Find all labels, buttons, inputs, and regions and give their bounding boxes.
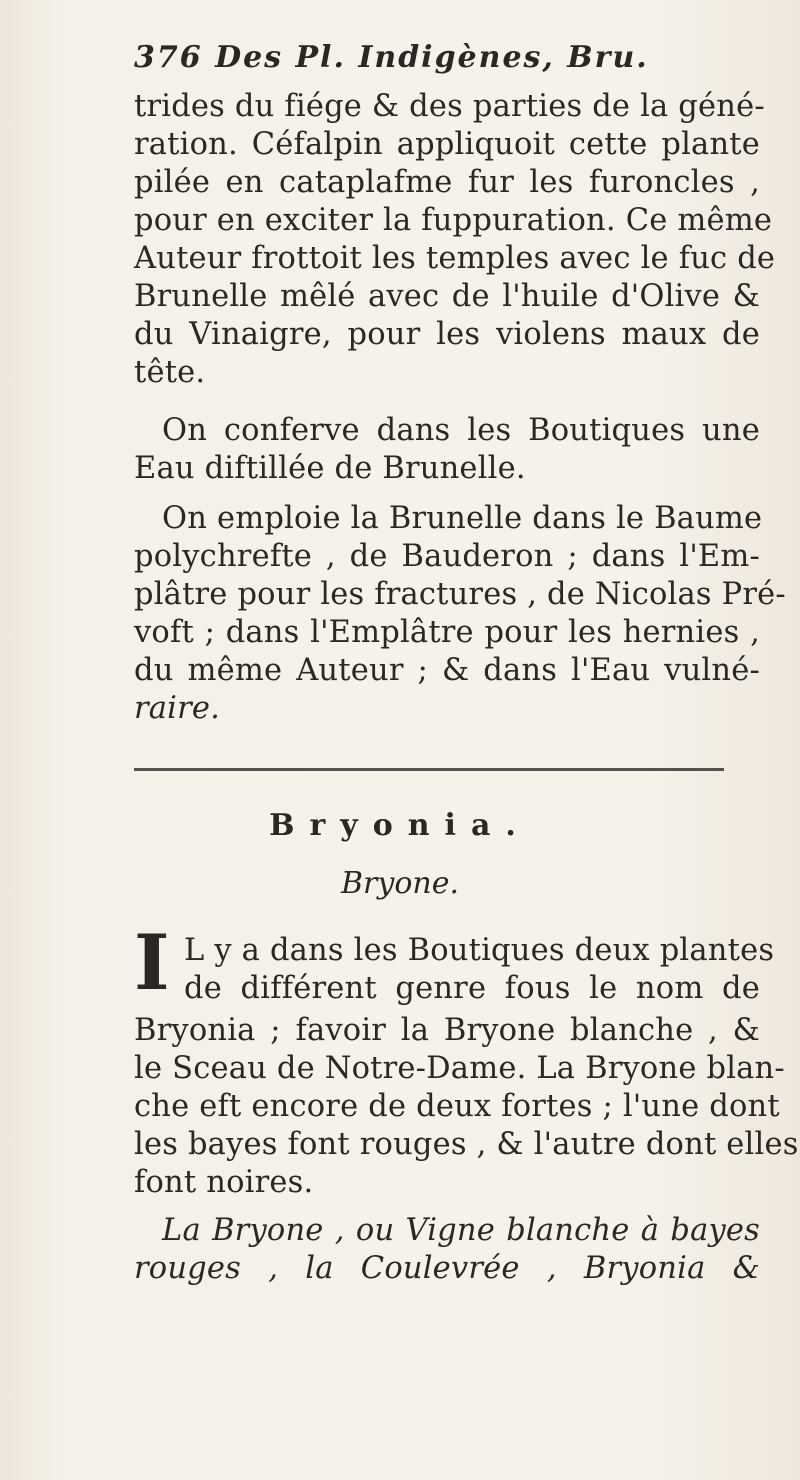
text-line: Brunelle mêlé avec de l'huile d'Olive & xyxy=(134,279,760,314)
text-line: che eft encore de deux fortes ; l'une dont xyxy=(134,1089,780,1124)
text-line: La Bryone , ou Vigne blanche à bayes xyxy=(162,1213,760,1248)
text-line: rouges , la Coulevrée , Bryonia & xyxy=(134,1251,760,1286)
text-line: plâtre pour les fractures , de Nicolas Pré- xyxy=(134,577,786,612)
text-line: du Vinaigre, pour les violens maux de xyxy=(134,317,760,352)
text-line: Auteur frottoit les temples avec le fuc de xyxy=(134,241,776,276)
text-line: ration. Céfalpin appliquoit cette plante xyxy=(134,127,760,162)
text-line: On conferve dans les Boutiques une xyxy=(162,413,760,448)
running-header: 376 Des Pl. Indigènes, Bru. xyxy=(134,40,649,75)
text-line: voft ; dans l'Emplâtre pour les hernies , xyxy=(134,615,760,650)
text-line: du même Auteur ; & dans l'Eau vulné- xyxy=(134,653,760,688)
text-line: pour en exciter la fuppuration. Ce même xyxy=(134,203,773,238)
section-divider xyxy=(134,768,724,771)
text-line: L y a dans les Boutiques deux plantes xyxy=(184,933,775,968)
text-line: Eau diftillée de Brunelle. xyxy=(134,451,526,486)
text-line: le Sceau de Notre-Dame. La Bryone blan- xyxy=(134,1051,785,1086)
section-subtitle: Bryone. xyxy=(340,866,459,901)
text-line: font noires. xyxy=(134,1165,314,1200)
text-line: trides du fiége & des parties de la géné- xyxy=(134,89,765,124)
text-line: tête. xyxy=(134,355,206,390)
text-line: On emploie la Brunelle dans le Baume xyxy=(162,501,763,536)
drop-cap: I xyxy=(134,918,170,1007)
text-line: de différent genre fous le nom de xyxy=(184,971,760,1006)
text-line: pilée en cataplafme fur les furoncles , xyxy=(134,165,760,200)
section-title: Bryonia. xyxy=(269,808,531,843)
text-line: polychrefte , de Bauderon ; dans l'Em- xyxy=(134,539,760,574)
text-line: raire. xyxy=(134,691,221,726)
text-line: Bryonia ; favoir la Bryone blanche , & xyxy=(134,1013,760,1048)
text-line: les bayes font rouges , & l'autre dont elles xyxy=(134,1127,799,1162)
